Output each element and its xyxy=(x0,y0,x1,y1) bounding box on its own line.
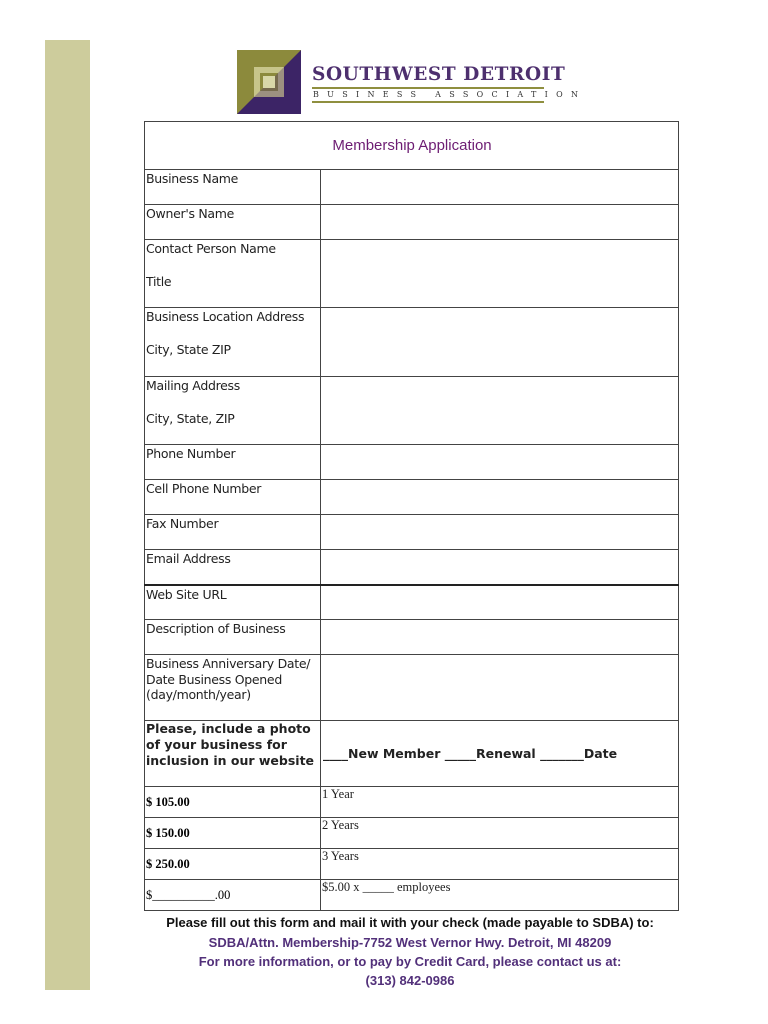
field-label: City, State ZIP xyxy=(146,342,231,357)
footer-contact-note: For more information, or to pay by Credit Card, please contact us at: xyxy=(198,954,622,969)
field-row-mailing-address xyxy=(145,377,679,445)
field-label: City, State, ZIP xyxy=(146,411,235,426)
term-employees[interactable]: $5.00 x _____ employees xyxy=(321,880,679,911)
field-label: Web Site URL xyxy=(146,586,227,602)
anniversary-input[interactable] xyxy=(321,655,679,721)
field-label-cell xyxy=(145,445,321,480)
field-label-cell xyxy=(145,170,321,205)
member-type-row xyxy=(145,721,679,787)
fax-input[interactable] xyxy=(321,515,679,550)
field-row-contact-person xyxy=(145,240,679,308)
mailing-address-input[interactable] xyxy=(321,377,679,445)
field-label: Cell Phone Number xyxy=(146,481,262,496)
field-row-business-name xyxy=(145,170,679,205)
field-label: Phone Number xyxy=(146,446,236,461)
field-label-cell xyxy=(145,480,321,515)
field-label-cell xyxy=(145,620,321,655)
field-label: Mailing Address xyxy=(146,378,240,393)
membership-form xyxy=(144,121,679,911)
field-label: Email Address xyxy=(146,551,231,566)
field-label: Business Anniversary Date/ xyxy=(146,656,311,671)
field-label: Contact Person Name xyxy=(146,241,276,256)
photo-note: Please, include a photo of your business for inclusion in our website xyxy=(145,721,321,787)
field-label: Owner's Name xyxy=(146,206,235,221)
term-3-years[interactable]: 3 Years xyxy=(321,849,679,880)
footer-instructions: Please fill out this form and mail it with your check (made payable to SDBA) to: xyxy=(166,915,654,930)
logo-rule-bottom xyxy=(312,101,544,103)
field-row-phone xyxy=(145,445,679,480)
field-label: (day/month/year) xyxy=(146,687,251,702)
field-row-website xyxy=(145,585,679,620)
sdba-logo-mark-icon xyxy=(237,50,301,114)
phone-input[interactable] xyxy=(321,445,679,480)
form-title: Membership Application xyxy=(145,122,679,170)
field-row-cell-phone xyxy=(145,480,679,515)
logo-subtitle: BUSINESS ASSOCIATION xyxy=(313,90,587,99)
field-row-email xyxy=(145,550,679,585)
field-label: Date Business Opened xyxy=(146,671,282,687)
decorative-side-bar xyxy=(45,40,90,990)
field-label-cell xyxy=(145,308,321,377)
cell-phone-input[interactable] xyxy=(321,480,679,515)
member-type-line[interactable]: ____New Member _____Renewal _______Date xyxy=(321,721,679,787)
pricing-row xyxy=(145,880,679,911)
field-row-anniversary xyxy=(145,655,679,721)
term-2-years[interactable]: 2 Years xyxy=(321,818,679,849)
field-label: Fax Number xyxy=(146,516,219,531)
logo-rule-top xyxy=(312,87,544,89)
field-row-description xyxy=(145,620,679,655)
field-label-cell xyxy=(145,240,321,308)
field-label-cell xyxy=(145,550,321,585)
location-address-input[interactable] xyxy=(321,308,679,377)
field-row-location-address xyxy=(145,308,679,377)
field-label-cell xyxy=(145,515,321,550)
contact-person-input[interactable] xyxy=(321,240,679,308)
description-input[interactable] xyxy=(321,620,679,655)
field-label-cell xyxy=(145,585,321,620)
pricing-row xyxy=(145,849,679,880)
pricing-row xyxy=(145,818,679,849)
owner-name-input[interactable] xyxy=(321,205,679,240)
form-title-row xyxy=(145,122,679,170)
term-1-year[interactable]: 1 Year xyxy=(321,787,679,818)
footer-phone: (313) 842-0986 xyxy=(365,973,455,988)
email-input[interactable] xyxy=(321,550,679,585)
business-name-input[interactable] xyxy=(321,170,679,205)
field-row-fax xyxy=(145,515,679,550)
field-label: Business Name xyxy=(146,171,239,186)
field-label-cell xyxy=(145,377,321,445)
price-3-years: $ 250.00 xyxy=(145,849,321,880)
field-label-cell xyxy=(145,655,321,721)
field-label: Title xyxy=(146,274,172,289)
field-label: Description of Business xyxy=(146,621,286,636)
field-label: Business Location Address xyxy=(146,309,305,324)
footer-address: SDBA/Attn. Membership-7752 West Vernor Hwy. Detroit, MI 48209 xyxy=(208,935,612,950)
field-row-owner-name xyxy=(145,205,679,240)
sdba-logo xyxy=(237,50,587,116)
price-1-year: $ 105.00 xyxy=(145,787,321,818)
pricing-row xyxy=(145,787,679,818)
field-label-cell xyxy=(145,205,321,240)
price-2-years: $ 150.00 xyxy=(145,818,321,849)
logo-title: SOUTHWEST DETROIT xyxy=(312,64,566,85)
website-input[interactable] xyxy=(321,585,679,620)
price-custom[interactable]: $__________.00 xyxy=(145,880,321,911)
